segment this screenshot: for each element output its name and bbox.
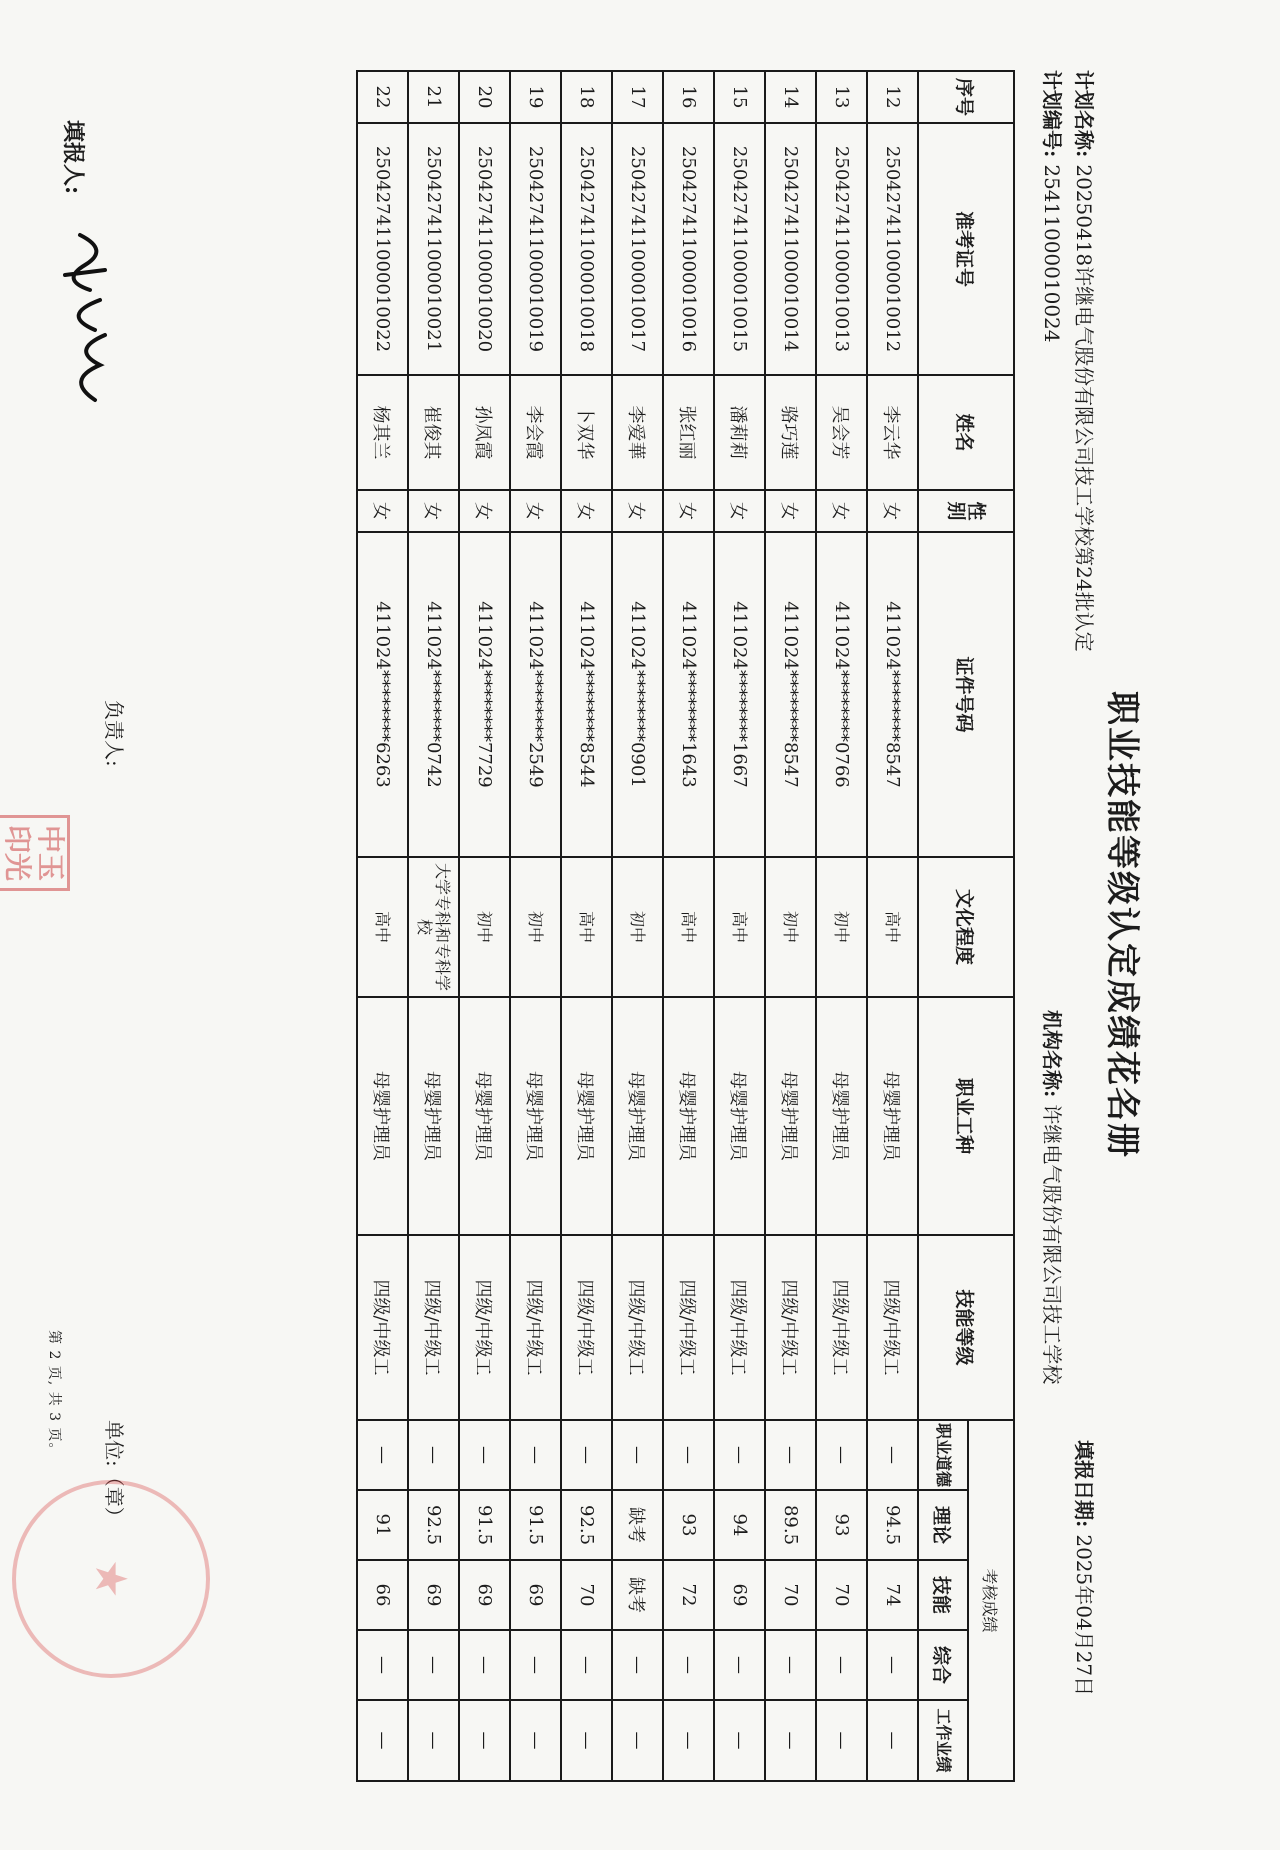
cell-gender: 女 <box>561 490 612 532</box>
round-official-seal <box>12 1480 210 1678</box>
cell-seq: 16 <box>663 71 714 123</box>
cell-education: 高中 <box>867 857 918 997</box>
cell-composite: — <box>867 1630 918 1700</box>
cell-name: 骆巧莲 <box>765 375 816 490</box>
cell-id-no: 411024********2549 <box>510 532 561 857</box>
cell-exam-no: 250427411000010018 <box>561 123 612 375</box>
header-scores-group: 考核成绩 <box>968 1420 1014 1781</box>
cell-theory: 93 <box>663 1490 714 1560</box>
table-row <box>765 71 816 1781</box>
cell-composite: — <box>510 1630 561 1700</box>
cell-skill: 69 <box>459 1560 510 1630</box>
cell-name: 杨其兰 <box>357 375 408 490</box>
cell-education: 初中 <box>459 857 510 997</box>
cell-name: 潘莉莉 <box>714 375 765 490</box>
cell-level: 四级/中级工 <box>408 1235 459 1420</box>
cell-theory: 93 <box>816 1490 867 1560</box>
cell-seq: 13 <box>816 71 867 123</box>
cell-theory: 91.5 <box>510 1490 561 1560</box>
cell-gender: 女 <box>765 490 816 532</box>
cell-skill: 69 <box>510 1560 561 1630</box>
cell-skill: 70 <box>816 1560 867 1630</box>
cell-work: — <box>510 1700 561 1781</box>
cell-composite: — <box>663 1630 714 1700</box>
cell-education: 高中 <box>663 857 714 997</box>
cell-education: 高中 <box>561 857 612 997</box>
organization-value: 许继电气股份有限公司技工学校 <box>1040 1104 1064 1385</box>
cell-id-no: 411024********1667 <box>714 532 765 857</box>
cell-composite: — <box>612 1630 663 1700</box>
cell-work: — <box>867 1700 918 1781</box>
cell-occupation: 母婴护理员 <box>714 997 765 1235</box>
cell-occupation: 母婴护理员 <box>867 997 918 1235</box>
header-occupation: 职业工种 <box>918 997 1014 1235</box>
header-ethics: 职业道德 <box>918 1420 968 1490</box>
cell-ethics: — <box>765 1420 816 1490</box>
responsible-label: 负责人: <box>102 700 126 767</box>
cell-ethics: — <box>459 1420 510 1490</box>
cell-education: 初中 <box>510 857 561 997</box>
cell-theory: 94.5 <box>867 1490 918 1560</box>
cell-exam-no: 250427411000010013 <box>816 123 867 375</box>
table-row <box>510 71 561 1781</box>
cell-name: 吴会芳 <box>816 375 867 490</box>
cell-occupation: 母婴护理员 <box>459 997 510 1235</box>
cell-occupation: 母婴护理员 <box>816 997 867 1235</box>
cell-gender: 女 <box>408 490 459 532</box>
cell-exam-no: 250427411000010012 <box>867 123 918 375</box>
cell-work: — <box>357 1700 408 1781</box>
table-row <box>663 71 714 1781</box>
cell-skill: 66 <box>357 1560 408 1630</box>
cell-level: 四级/中级工 <box>663 1235 714 1420</box>
cell-work: — <box>459 1700 510 1781</box>
cell-work: — <box>561 1700 612 1781</box>
header-education: 文化程度 <box>918 857 1014 997</box>
cell-id-no: 411024********1643 <box>663 532 714 857</box>
cell-education: 初中 <box>612 857 663 997</box>
fill-date-value: 2025年04月27日 <box>1072 1534 1096 1697</box>
cell-theory: 缺考 <box>612 1490 663 1560</box>
cell-name: 李云华 <box>867 375 918 490</box>
cell-name: 孙凤霞 <box>459 375 510 490</box>
cell-ethics: — <box>663 1420 714 1490</box>
table-row <box>459 71 510 1781</box>
header-id-no: 证件号码 <box>918 532 1014 857</box>
header-seq: 序号 <box>918 71 1014 123</box>
cell-education: 初中 <box>765 857 816 997</box>
cell-occupation: 母婴护理员 <box>510 997 561 1235</box>
cell-gender: 女 <box>867 490 918 532</box>
cell-ethics: — <box>408 1420 459 1490</box>
cell-seq: 20 <box>459 71 510 123</box>
plan-number-value: 25411000010024 <box>1040 164 1064 343</box>
cell-work: — <box>765 1700 816 1781</box>
cell-exam-no: 250427411000010022 <box>357 123 408 375</box>
cell-ethics: — <box>357 1420 408 1490</box>
header-theory: 理论 <box>918 1490 968 1560</box>
cell-level: 四级/中级工 <box>816 1235 867 1420</box>
cell-seq: 17 <box>612 71 663 123</box>
cell-composite: — <box>459 1630 510 1700</box>
cell-theory: 94 <box>714 1490 765 1560</box>
handwritten-signature <box>50 230 120 410</box>
cell-theory: 89.5 <box>765 1490 816 1560</box>
cell-seq: 19 <box>510 71 561 123</box>
plan-number <box>1039 70 1068 343</box>
cell-exam-no: 250427411000010014 <box>765 123 816 375</box>
plan-name <box>1071 70 1100 652</box>
cell-skill: 70 <box>561 1560 612 1630</box>
header-exam-no: 准考证号 <box>918 123 1014 375</box>
header-skill: 技能 <box>918 1560 968 1630</box>
cell-level: 四级/中级工 <box>612 1235 663 1420</box>
cell-ethics: — <box>714 1420 765 1490</box>
cell-level: 四级/中级工 <box>765 1235 816 1420</box>
organization <box>1039 1010 1068 1384</box>
table-row <box>612 71 663 1781</box>
cell-seq: 22 <box>357 71 408 123</box>
filler-label: 填报人: <box>60 120 86 195</box>
cell-occupation: 母婴护理员 <box>765 997 816 1235</box>
organization-label: 机构名称: <box>1040 1010 1064 1098</box>
table-row <box>816 71 867 1781</box>
plan-number-label: 计划编号: <box>1040 70 1064 158</box>
cell-level: 四级/中级工 <box>867 1235 918 1420</box>
cell-id-no: 411024********6263 <box>357 532 408 857</box>
cell-exam-no: 250427411000010021 <box>408 123 459 375</box>
cell-ethics: — <box>561 1420 612 1490</box>
header-gender: 性别 <box>918 490 1014 532</box>
cell-skill: 69 <box>408 1560 459 1630</box>
cell-id-no: 411024********8544 <box>561 532 612 857</box>
cell-exam-no: 250427411000010017 <box>612 123 663 375</box>
cell-level: 四级/中级工 <box>459 1235 510 1420</box>
cell-work: — <box>663 1700 714 1781</box>
cell-exam-no: 250427411000010020 <box>459 123 510 375</box>
cell-seq: 15 <box>714 71 765 123</box>
cell-education: 大学专科和专科学校 <box>408 857 459 997</box>
header-name: 姓名 <box>918 375 1014 490</box>
table-row <box>561 71 612 1781</box>
score-roster-table <box>356 70 1015 1782</box>
cell-gender: 女 <box>816 490 867 532</box>
cell-theory: 91.5 <box>459 1490 510 1560</box>
cell-gender: 女 <box>357 490 408 532</box>
table-row <box>357 71 408 1781</box>
cell-education: 初中 <box>816 857 867 997</box>
cell-occupation: 母婴护理员 <box>561 997 612 1235</box>
cell-id-no: 411024********8547 <box>867 532 918 857</box>
cell-composite: — <box>714 1630 765 1700</box>
page-indicator: 第 2 页, 共 3 页。 <box>46 1330 62 1458</box>
cell-level: 四级/中级工 <box>561 1235 612 1420</box>
cell-skill: 74 <box>867 1560 918 1630</box>
cell-occupation: 母婴护理员 <box>408 997 459 1235</box>
cell-seq: 14 <box>765 71 816 123</box>
cell-seq: 18 <box>561 71 612 123</box>
square-seal-stamp: 中玉 印光 <box>0 815 70 891</box>
cell-name: 李爱華 <box>612 375 663 490</box>
cell-skill: 72 <box>663 1560 714 1630</box>
cell-gender: 女 <box>714 490 765 532</box>
cell-education: 高中 <box>357 857 408 997</box>
cell-work: — <box>612 1700 663 1781</box>
cell-id-no: 411024********8547 <box>765 532 816 857</box>
cell-theory: 92.5 <box>561 1490 612 1560</box>
cell-theory: 92.5 <box>408 1490 459 1560</box>
cell-ethics: — <box>510 1420 561 1490</box>
cell-skill: 70 <box>765 1560 816 1630</box>
cell-composite: — <box>357 1630 408 1700</box>
cell-occupation: 母婴护理员 <box>663 997 714 1235</box>
cell-level: 四级/中级工 <box>510 1235 561 1420</box>
cell-exam-no: 250427411000010015 <box>714 123 765 375</box>
plan-name-label: 计划名称: <box>1072 70 1096 158</box>
cell-id-no: 411024********0742 <box>408 532 459 857</box>
cell-composite: — <box>561 1630 612 1700</box>
cell-seq: 12 <box>867 71 918 123</box>
cell-ethics: — <box>867 1420 918 1490</box>
cell-gender: 女 <box>510 490 561 532</box>
table-row <box>714 71 765 1781</box>
cell-exam-no: 250427411000010016 <box>663 123 714 375</box>
fill-date <box>1071 1440 1100 1696</box>
table-row <box>867 71 918 1781</box>
cell-level: 四级/中级工 <box>714 1235 765 1420</box>
cell-composite: — <box>816 1630 867 1700</box>
cell-occupation: 母婴护理员 <box>357 997 408 1235</box>
cell-name: 李会霞 <box>510 375 561 490</box>
table-row <box>408 71 459 1781</box>
header-composite: 综合 <box>918 1630 968 1700</box>
cell-education: 高中 <box>714 857 765 997</box>
cell-skill: 69 <box>714 1560 765 1630</box>
cell-name: 卜双华 <box>561 375 612 490</box>
star-icon: ★ <box>85 1559 136 1599</box>
unit-stamp-label: 单位:（章） <box>102 1420 126 1527</box>
cell-gender: 女 <box>459 490 510 532</box>
cell-work: — <box>408 1700 459 1781</box>
cell-ethics: — <box>816 1420 867 1490</box>
cell-id-no: 411024********0901 <box>612 532 663 857</box>
cell-name: 崔俊其 <box>408 375 459 490</box>
plan-name-value: 20250418许继电气股份有限公司技工学校第24批认定 <box>1072 164 1096 652</box>
cell-id-no: 411024********0766 <box>816 532 867 857</box>
cell-name: 张红丽 <box>663 375 714 490</box>
cell-skill: 缺考 <box>612 1560 663 1630</box>
cell-gender: 女 <box>612 490 663 532</box>
cell-work: — <box>816 1700 867 1781</box>
cell-gender: 女 <box>663 490 714 532</box>
cell-ethics: — <box>612 1420 663 1490</box>
header-level: 技能等级 <box>918 1235 1014 1420</box>
cell-exam-no: 250427411000010019 <box>510 123 561 375</box>
cell-theory: 91 <box>357 1490 408 1560</box>
cell-level: 四级/中级工 <box>357 1235 408 1420</box>
cell-composite: — <box>765 1630 816 1700</box>
cell-occupation: 母婴护理员 <box>612 997 663 1235</box>
cell-id-no: 411024********7729 <box>459 532 510 857</box>
document-title: 职业技能等级认定成绩花名册 <box>1102 691 1142 1159</box>
cell-composite: — <box>408 1630 459 1700</box>
cell-seq: 21 <box>408 71 459 123</box>
fill-date-label: 填报日期: <box>1072 1440 1096 1528</box>
cell-work: — <box>714 1700 765 1781</box>
header-work: 工作业绩 <box>918 1700 968 1781</box>
